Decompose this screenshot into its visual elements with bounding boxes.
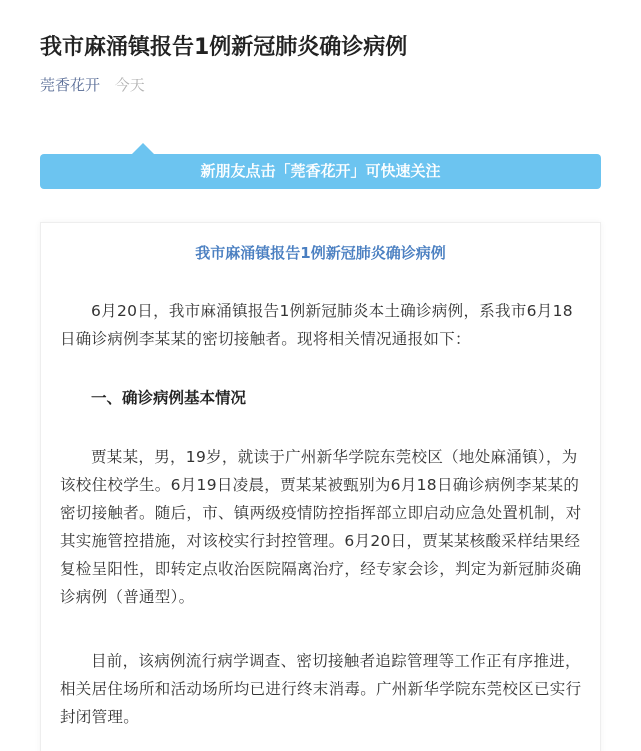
article-title: 我市麻涌镇报告1例新冠肺炎确诊病例 [40, 35, 408, 60]
article-meta [40, 74, 145, 96]
content-title: 我市麻涌镇报告1例新冠肺炎确诊病例 [195, 244, 446, 262]
account-name-link[interactable]: 莞香花开 [40, 76, 101, 94]
publish-date: 今天 [114, 76, 145, 94]
paragraph-intro: 6月20日，我市麻涌镇报告1例新冠肺炎本土确诊病例，系我市6月18日确诊病例李某某的密切接触者。现将相关情况通报如下： [60, 302, 573, 348]
article-content [40, 222, 601, 751]
section-heading-case-info: 一、确诊病例基本情况 [91, 389, 247, 407]
paragraph-current-status: 目前，该病例流行病学调查、密切接触者追踪管理等工作正有序推进，相关居住场所和活动场所均已进行终末消毒。广州新华学院东莞校区已实行封闭管理。 [60, 652, 582, 726]
paragraph-case-details: 贾某某，男，19岁，就读于广州新华学院东莞校区（地处麻涌镇），为该校住校学生。6月19日凌晨，贾某某被甄别为6月18日确诊病例李某某的密切接触者。随后，市、镇两级疫情防控指挥部立即启动应急处置机制，对其实施管控措施，对该校实行封控管理。6月20日，贾某某核酸采样结果经复检呈阳性，即转定点收治医院隔离治疗，经专家会诊，判定为新冠肺炎确诊病例（普通型）。 [60, 448, 582, 606]
follow-banner[interactable]: 新朋友点击「莞香花开」可快速关注 [40, 154, 601, 189]
banner-arrow-icon [132, 143, 154, 154]
